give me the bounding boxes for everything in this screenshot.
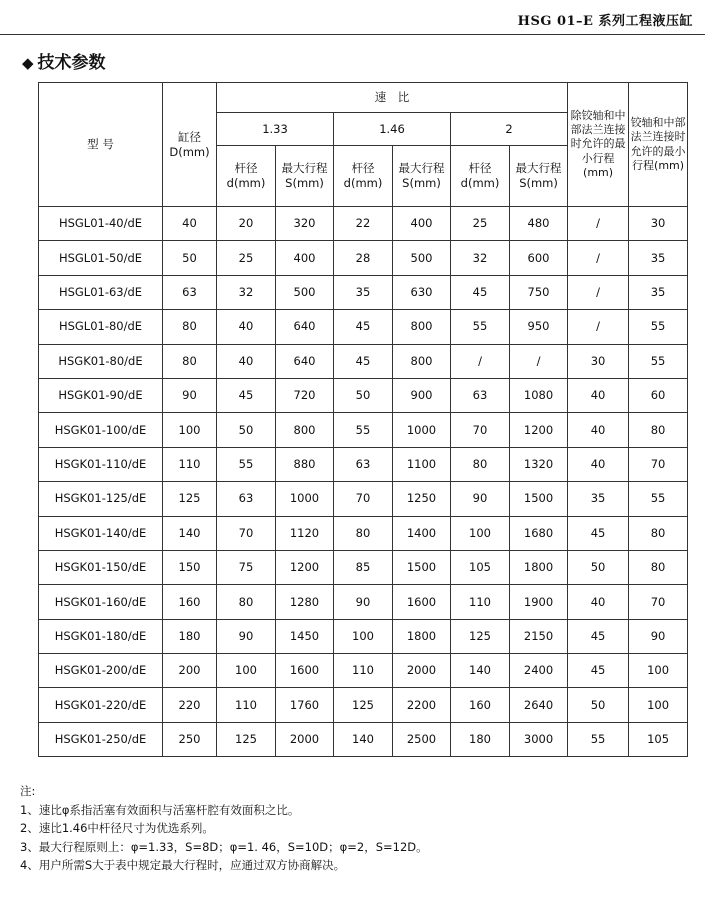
section-title-text: 技术参数 bbox=[37, 53, 106, 73]
note-item: 4、用户所需S大于表中规定最大行程时，应通过双方协商解决。 bbox=[20, 858, 346, 872]
cell-min-stroke-b: 70 bbox=[629, 447, 688, 481]
cell-bore: 110 bbox=[163, 447, 217, 481]
sub-header-max-stroke-label: 最大行程 bbox=[281, 161, 328, 176]
cell-stroke-2: 1080 bbox=[510, 378, 568, 412]
cell-rod-146: 28 bbox=[334, 241, 393, 275]
notes-block bbox=[20, 782, 428, 875]
cell-bore: 125 bbox=[163, 482, 217, 516]
header-bore-label: 缸径 bbox=[178, 129, 201, 144]
cell-min-stroke-a: 40 bbox=[568, 378, 629, 412]
cell-rod-2: / bbox=[451, 344, 510, 378]
cell-bore: 180 bbox=[163, 619, 217, 653]
cell-model: HSGK01-220/dE bbox=[39, 688, 163, 722]
cell-min-stroke-b: 35 bbox=[629, 275, 688, 309]
header-bore-unit: D(mm) bbox=[169, 144, 210, 159]
cell-model: HSGK01-160/dE bbox=[39, 585, 163, 619]
cell-min-stroke-b: 35 bbox=[629, 241, 688, 275]
cell-rod-146: 90 bbox=[334, 585, 393, 619]
cell-stroke-2: 600 bbox=[510, 241, 568, 275]
cell-min-stroke-b: 100 bbox=[629, 688, 688, 722]
cell-stroke-2: / bbox=[510, 344, 568, 378]
table-row bbox=[39, 310, 688, 344]
cell-min-stroke-a: 40 bbox=[568, 447, 629, 481]
cell-min-stroke-b: 90 bbox=[629, 619, 688, 653]
sub-header-max-stroke-label: 最大行程 bbox=[515, 161, 562, 176]
cell-model: HSGK01-100/dE bbox=[39, 413, 163, 447]
table-row bbox=[39, 344, 688, 378]
cell-min-stroke-a: / bbox=[568, 310, 629, 344]
cell-min-stroke-a: 55 bbox=[568, 722, 629, 756]
header-min-stroke-b: 铰轴和中部法兰连接时允许的最小行程(mm) bbox=[629, 83, 688, 207]
cell-stroke-133: 720 bbox=[276, 378, 334, 412]
cell-rod-133: 70 bbox=[217, 516, 276, 550]
cell-model: HSGK01-140/dE bbox=[39, 516, 163, 550]
cell-rod-133: 25 bbox=[217, 241, 276, 275]
cell-rod-133: 125 bbox=[217, 722, 276, 756]
table-row bbox=[39, 413, 688, 447]
cell-bore: 250 bbox=[163, 722, 217, 756]
table-row bbox=[39, 722, 688, 756]
cell-stroke-146: 2000 bbox=[393, 654, 451, 688]
cell-bore: 90 bbox=[163, 378, 217, 412]
sub-header-max-stroke-unit: S(mm) bbox=[519, 176, 558, 190]
cell-rod-2: 80 bbox=[451, 447, 510, 481]
cell-bore: 220 bbox=[163, 688, 217, 722]
cell-stroke-2: 3000 bbox=[510, 722, 568, 756]
table-row bbox=[39, 275, 688, 309]
cell-model: HSGK01-150/dE bbox=[39, 550, 163, 584]
cell-min-stroke-a: 45 bbox=[568, 654, 629, 688]
cell-stroke-133: 640 bbox=[276, 344, 334, 378]
cell-stroke-146: 1000 bbox=[393, 413, 451, 447]
header-divider bbox=[0, 34, 705, 35]
cell-stroke-133: 1280 bbox=[276, 585, 334, 619]
cell-rod-146: 125 bbox=[334, 688, 393, 722]
cell-stroke-133: 400 bbox=[276, 241, 334, 275]
cell-rod-146: 45 bbox=[334, 344, 393, 378]
cell-min-stroke-b: 55 bbox=[629, 310, 688, 344]
cell-model: HSGK01-180/dE bbox=[39, 619, 163, 653]
header-ratio-3: 2 bbox=[451, 113, 568, 146]
note-item: 1、速比φ系指活塞有效面积与活塞杆腔有效面积之比。 bbox=[20, 802, 300, 817]
cell-min-stroke-b: 80 bbox=[629, 516, 688, 550]
table-row bbox=[39, 378, 688, 412]
section-title bbox=[22, 48, 106, 73]
sub-header-max-stroke-unit: S(mm) bbox=[285, 176, 324, 190]
cell-stroke-133: 1760 bbox=[276, 688, 334, 722]
cell-stroke-146: 1800 bbox=[393, 619, 451, 653]
header-ratio-1: 1.33 bbox=[217, 113, 334, 146]
table-row bbox=[39, 619, 688, 653]
cell-min-stroke-b: 60 bbox=[629, 378, 688, 412]
document-header-title: HSG 01–E 系列工程液压缸 bbox=[517, 14, 693, 29]
cell-model: HSGK01-125/dE bbox=[39, 482, 163, 516]
cell-bore: 80 bbox=[163, 310, 217, 344]
cell-rod-146: 80 bbox=[334, 516, 393, 550]
cell-bore: 150 bbox=[163, 550, 217, 584]
cell-model: HSGK01-80/dE bbox=[39, 344, 163, 378]
cell-model: HSGK01-250/dE bbox=[39, 722, 163, 756]
cell-stroke-146: 1600 bbox=[393, 585, 451, 619]
cell-stroke-146: 800 bbox=[393, 344, 451, 378]
cell-rod-2: 160 bbox=[451, 688, 510, 722]
cell-min-stroke-b: 70 bbox=[629, 585, 688, 619]
cell-min-stroke-a: 50 bbox=[568, 688, 629, 722]
table-row bbox=[39, 585, 688, 619]
cell-rod-133: 40 bbox=[217, 344, 276, 378]
cell-stroke-133: 640 bbox=[276, 310, 334, 344]
cell-bore: 63 bbox=[163, 275, 217, 309]
cell-stroke-2: 480 bbox=[510, 207, 568, 241]
cell-rod-2: 70 bbox=[451, 413, 510, 447]
cell-rod-133: 55 bbox=[217, 447, 276, 481]
cell-model: HSGL01-63/dE bbox=[39, 275, 163, 309]
cell-stroke-2: 1800 bbox=[510, 550, 568, 584]
header-model: 型 号 bbox=[39, 83, 163, 207]
header-ratio-2: 1.46 bbox=[334, 113, 451, 146]
cell-stroke-133: 880 bbox=[276, 447, 334, 481]
cell-model: HSGK01-110/dE bbox=[39, 447, 163, 481]
cell-rod-133: 40 bbox=[217, 310, 276, 344]
cell-min-stroke-a: 50 bbox=[568, 550, 629, 584]
cell-model: HSGL01-80/dE bbox=[39, 310, 163, 344]
cell-stroke-146: 1100 bbox=[393, 447, 451, 481]
cell-rod-2: 63 bbox=[451, 378, 510, 412]
cell-stroke-2: 2640 bbox=[510, 688, 568, 722]
cell-stroke-146: 2200 bbox=[393, 688, 451, 722]
sub-header-rod-dia-label: 杆径 bbox=[468, 161, 492, 176]
sub-header-max-stroke bbox=[276, 146, 334, 207]
cell-rod-133: 110 bbox=[217, 688, 276, 722]
cell-min-stroke-b: 80 bbox=[629, 550, 688, 584]
cell-stroke-146: 900 bbox=[393, 378, 451, 412]
header-min-stroke-a: 除铰轴和中部法兰连接时允许的最小行程(mm) bbox=[568, 83, 629, 207]
table-row bbox=[39, 241, 688, 275]
table-row bbox=[39, 447, 688, 481]
cell-stroke-133: 800 bbox=[276, 413, 334, 447]
sub-header-rod-dia-unit: d(mm) bbox=[460, 176, 500, 190]
sub-header-rod-dia-unit: d(mm) bbox=[226, 176, 266, 190]
sub-header-rod-dia-label: 杆径 bbox=[351, 161, 375, 176]
cell-stroke-133: 2000 bbox=[276, 722, 334, 756]
cell-stroke-133: 500 bbox=[276, 275, 334, 309]
cell-rod-2: 32 bbox=[451, 241, 510, 275]
cell-stroke-2: 1900 bbox=[510, 585, 568, 619]
cell-stroke-133: 320 bbox=[276, 207, 334, 241]
cell-rod-146: 140 bbox=[334, 722, 393, 756]
cell-rod-146: 22 bbox=[334, 207, 393, 241]
cell-min-stroke-a: 40 bbox=[568, 413, 629, 447]
cell-rod-2: 110 bbox=[451, 585, 510, 619]
cell-stroke-2: 750 bbox=[510, 275, 568, 309]
cell-rod-2: 90 bbox=[451, 482, 510, 516]
diamond-bullet-icon: ◆ bbox=[22, 54, 34, 72]
cell-rod-146: 55 bbox=[334, 413, 393, 447]
cell-rod-146: 70 bbox=[334, 482, 393, 516]
cell-rod-2: 100 bbox=[451, 516, 510, 550]
table-row bbox=[39, 482, 688, 516]
cell-rod-133: 45 bbox=[217, 378, 276, 412]
cell-min-stroke-b: 55 bbox=[629, 482, 688, 516]
cell-stroke-146: 630 bbox=[393, 275, 451, 309]
sub-header-max-stroke-unit: S(mm) bbox=[402, 176, 441, 190]
cell-bore: 200 bbox=[163, 654, 217, 688]
cell-rod-133: 90 bbox=[217, 619, 276, 653]
cell-min-stroke-a: / bbox=[568, 207, 629, 241]
cell-rod-146: 100 bbox=[334, 619, 393, 653]
cell-stroke-146: 400 bbox=[393, 207, 451, 241]
cell-rod-2: 55 bbox=[451, 310, 510, 344]
cell-rod-133: 32 bbox=[217, 275, 276, 309]
cell-rod-146: 110 bbox=[334, 654, 393, 688]
cell-rod-133: 100 bbox=[217, 654, 276, 688]
cell-rod-2: 180 bbox=[451, 722, 510, 756]
cell-bore: 100 bbox=[163, 413, 217, 447]
cell-min-stroke-a: / bbox=[568, 241, 629, 275]
cell-stroke-2: 1680 bbox=[510, 516, 568, 550]
sub-header-rod-dia-label: 杆径 bbox=[234, 161, 258, 176]
table-row bbox=[39, 688, 688, 722]
cell-stroke-146: 1500 bbox=[393, 550, 451, 584]
cell-min-stroke-a: 35 bbox=[568, 482, 629, 516]
cell-min-stroke-b: 80 bbox=[629, 413, 688, 447]
sub-header-rod-dia bbox=[217, 146, 276, 207]
cell-bore: 160 bbox=[163, 585, 217, 619]
note-item: 2、速比1.46中杆径尺寸为优选系列。 bbox=[20, 821, 214, 835]
cell-model: HSGL01-50/dE bbox=[39, 241, 163, 275]
cell-min-stroke-a: 30 bbox=[568, 344, 629, 378]
cell-stroke-2: 2400 bbox=[510, 654, 568, 688]
cell-rod-133: 75 bbox=[217, 550, 276, 584]
cell-stroke-2: 950 bbox=[510, 310, 568, 344]
cell-rod-146: 45 bbox=[334, 310, 393, 344]
table-row bbox=[39, 550, 688, 584]
cell-rod-133: 50 bbox=[217, 413, 276, 447]
cell-stroke-133: 1120 bbox=[276, 516, 334, 550]
cell-rod-2: 140 bbox=[451, 654, 510, 688]
cell-stroke-146: 800 bbox=[393, 310, 451, 344]
cell-rod-146: 85 bbox=[334, 550, 393, 584]
cell-rod-146: 35 bbox=[334, 275, 393, 309]
cell-stroke-2: 1500 bbox=[510, 482, 568, 516]
cell-rod-2: 25 bbox=[451, 207, 510, 241]
cell-rod-133: 63 bbox=[217, 482, 276, 516]
cell-min-stroke-a: / bbox=[568, 275, 629, 309]
cell-min-stroke-b: 100 bbox=[629, 654, 688, 688]
cell-stroke-133: 1450 bbox=[276, 619, 334, 653]
table-row bbox=[39, 516, 688, 550]
cell-stroke-2: 2150 bbox=[510, 619, 568, 653]
cell-bore: 140 bbox=[163, 516, 217, 550]
cell-min-stroke-b: 30 bbox=[629, 207, 688, 241]
note-item: 3、最大行程原则上：φ=1.33，S=8D；φ=1. 46，S=10D；φ=2，S=12D。 bbox=[20, 839, 428, 854]
cell-rod-2: 105 bbox=[451, 550, 510, 584]
cell-bore: 80 bbox=[163, 344, 217, 378]
cell-model: HSGK01-90/dE bbox=[39, 378, 163, 412]
cell-min-stroke-a: 40 bbox=[568, 585, 629, 619]
cell-stroke-133: 1200 bbox=[276, 550, 334, 584]
cell-stroke-133: 1000 bbox=[276, 482, 334, 516]
cell-min-stroke-b: 55 bbox=[629, 344, 688, 378]
cell-stroke-2: 1200 bbox=[510, 413, 568, 447]
sub-header-max-stroke bbox=[510, 146, 568, 207]
cell-bore: 50 bbox=[163, 241, 217, 275]
cell-rod-2: 45 bbox=[451, 275, 510, 309]
table-row bbox=[39, 207, 688, 241]
cell-stroke-146: 500 bbox=[393, 241, 451, 275]
spec-table bbox=[38, 82, 688, 757]
cell-min-stroke-a: 45 bbox=[568, 619, 629, 653]
cell-bore: 40 bbox=[163, 207, 217, 241]
cell-model: HSGL01-40/dE bbox=[39, 207, 163, 241]
cell-rod-133: 20 bbox=[217, 207, 276, 241]
header-speed-ratio: 速 比 bbox=[217, 83, 568, 113]
cell-rod-146: 63 bbox=[334, 447, 393, 481]
notes-title: 注: bbox=[20, 784, 36, 798]
cell-rod-2: 125 bbox=[451, 619, 510, 653]
sub-header-rod-dia bbox=[451, 146, 510, 207]
cell-stroke-2: 1320 bbox=[510, 447, 568, 481]
table-row bbox=[39, 654, 688, 688]
cell-stroke-146: 1400 bbox=[393, 516, 451, 550]
sub-header-rod-dia bbox=[334, 146, 393, 207]
cell-min-stroke-b: 105 bbox=[629, 722, 688, 756]
cell-rod-133: 80 bbox=[217, 585, 276, 619]
header-bore bbox=[163, 83, 217, 207]
sub-header-max-stroke bbox=[393, 146, 451, 207]
cell-min-stroke-a: 45 bbox=[568, 516, 629, 550]
sub-header-rod-dia-unit: d(mm) bbox=[343, 176, 383, 190]
cell-rod-146: 50 bbox=[334, 378, 393, 412]
cell-stroke-133: 1600 bbox=[276, 654, 334, 688]
cell-stroke-146: 2500 bbox=[393, 722, 451, 756]
cell-stroke-146: 1250 bbox=[393, 482, 451, 516]
cell-model: HSGK01-200/dE bbox=[39, 654, 163, 688]
sub-header-max-stroke-label: 最大行程 bbox=[398, 161, 445, 176]
